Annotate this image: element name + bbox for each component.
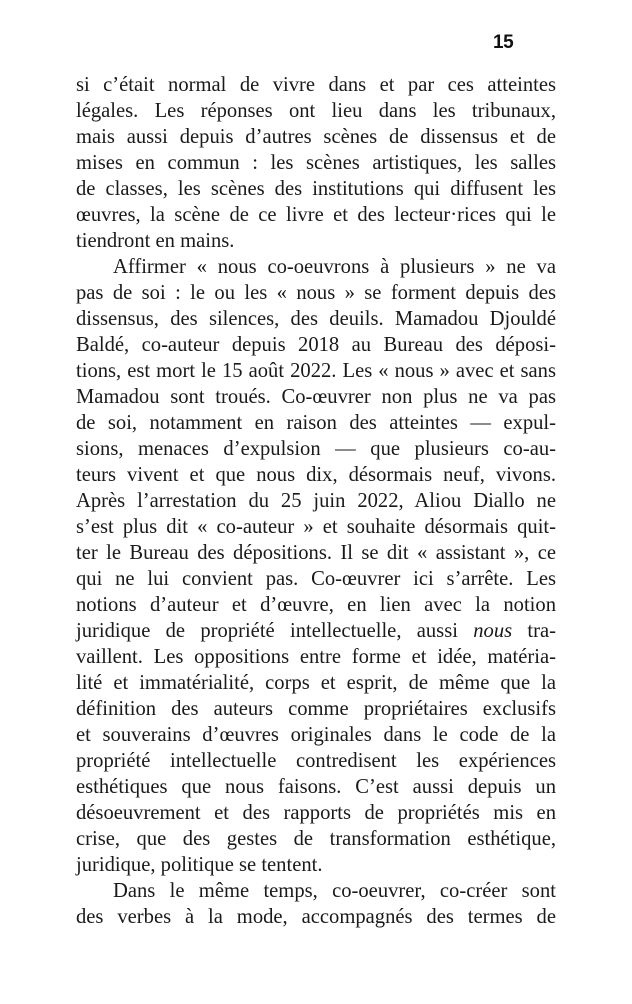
text-line: propriété intellectuelle contredisent les expériences [76, 750, 556, 772]
text-line: mises en commun : les scènes artistiques, les salles [76, 152, 556, 174]
text-line: des verbes à la mode, accompagnés des termes de [76, 906, 556, 928]
text-segment: juridique de propriété intellectuelle, aussi [76, 620, 474, 642]
text-line: sions, menaces d’expulsion — que plusieurs co-au- [76, 438, 556, 460]
text-line: qui ne lui convient pas. Co-œuvrer ici s’arrête. Les [76, 568, 556, 590]
text-line: œuvres, la scène de ce livre et des lecteur·rices qui le [76, 204, 556, 226]
text-line: juridique, politique se tentent. [76, 854, 323, 876]
text-line: vaillent. Les oppositions entre forme et idée, matéria- [76, 646, 556, 668]
text-line: teurs vivent et que nous dix, désormais neuf, vivons. [76, 464, 556, 486]
text-line: de soi, notamment en raison des atteintes — expul- [76, 412, 556, 434]
text-line: légales. Les réponses ont lieu dans les tribunaux, [76, 100, 556, 122]
text-line: lité et immatérialité, corps et esprit, de même que la [76, 672, 556, 694]
text-segment: tra- [512, 620, 557, 642]
text-line [76, 618, 556, 644]
text-line: définition des auteurs comme propriétaires exclusifs [76, 698, 556, 720]
text-line: crise, que des gestes de transformation esthétique, [76, 828, 556, 850]
text-line: si c’était normal de vivre dans et par ces atteintes [76, 74, 556, 96]
emphasized-word: nous [473, 620, 513, 642]
text-line: tions, est mort le 15 août 2022. Les « nous » avec et sans [76, 360, 556, 382]
text-line: esthétiques que nous faisons. C’est aussi depuis un [76, 776, 556, 798]
text-line: Mamadou sont troués. Co-œuvrer non plus ne va pas [76, 386, 556, 408]
text-line: pas de soi : le ou les « nous » se forment depuis des [76, 282, 556, 304]
text-line: mais aussi depuis d’autres scènes de dissensus et de [76, 126, 556, 148]
page-number: 15 [493, 32, 514, 53]
text-line: Après l’arrestation du 25 juin 2022, Aliou Diallo ne [76, 490, 556, 512]
body-text [76, 72, 556, 930]
text-line: Dans le même temps, co-oeuvrer, co-créer sont [113, 880, 556, 902]
text-line: ter le Bureau des dépositions. Il se dit « assistant », ce [76, 542, 556, 564]
text-line: tiendront en mains. [76, 230, 235, 252]
text-line: et souverains d’œuvres originales dans le code de la [76, 724, 556, 746]
text-line: de classes, les scènes des institutions qui diffusent les [76, 178, 556, 200]
text-line: Affirmer « nous co-oeuvrons à plusieurs » ne va [113, 256, 556, 278]
text-line: s’est plus dit « co-auteur » et souhaite désormais quit- [76, 516, 556, 538]
text-line: Baldé, co-auteur depuis 2018 au Bureau des déposi- [76, 334, 556, 356]
text-line: notions d’auteur et d’œuvre, en lien avec la notion [76, 594, 556, 616]
text-line: désoeuvrement et des rapports de propriétés mis en [76, 802, 556, 824]
text-line: dissensus, des silences, des deuils. Mamadou Djouldé [76, 308, 556, 330]
